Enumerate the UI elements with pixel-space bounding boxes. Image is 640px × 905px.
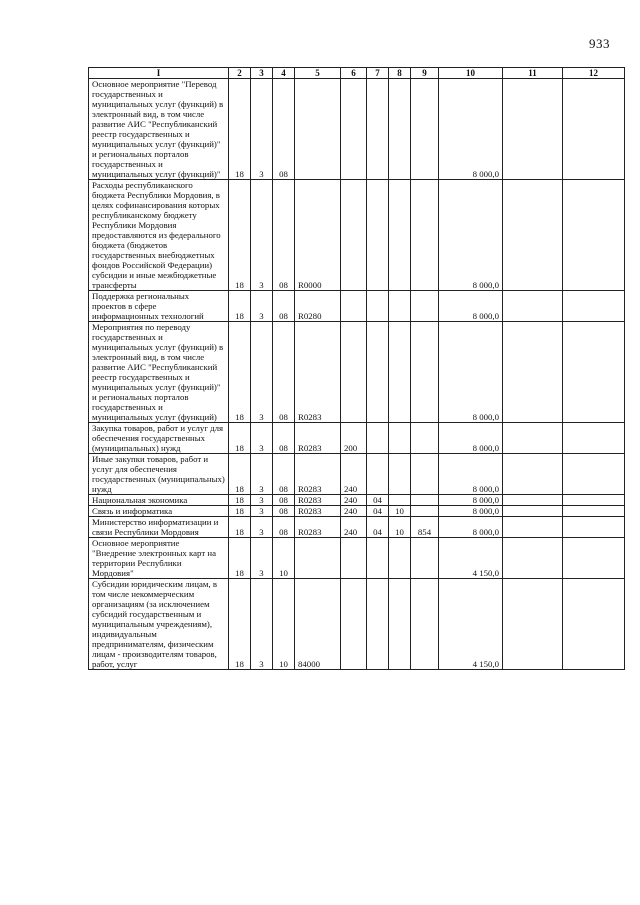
cell-col-11 [503, 454, 563, 495]
cell-col-3: 3 [251, 579, 273, 670]
cell-col-4: 10 [273, 579, 295, 670]
cell-col-2: 18 [229, 579, 251, 670]
table-row [89, 423, 625, 454]
cell-col-6: 240 [341, 495, 367, 506]
cell-col-4: 08 [273, 517, 295, 538]
table-row [89, 517, 625, 538]
cell-col-12 [563, 291, 625, 322]
cell-col-12 [563, 517, 625, 538]
cell-col-6: 240 [341, 454, 367, 495]
cell-col-9 [411, 79, 439, 180]
col-header: 5 [295, 68, 341, 79]
cell-col-2: 18 [229, 180, 251, 291]
cell-col-3: 3 [251, 180, 273, 291]
cell-col-5 [295, 538, 341, 579]
col-header: 10 [439, 68, 503, 79]
cell-col-11 [503, 180, 563, 291]
cell-col-7 [367, 579, 389, 670]
col-header: 3 [251, 68, 273, 79]
col-header: 4 [273, 68, 295, 79]
cell-col-9 [411, 423, 439, 454]
cell-col-3: 3 [251, 495, 273, 506]
cell-col-7 [367, 79, 389, 180]
cell-col-11 [503, 291, 563, 322]
cell-col-3: 3 [251, 423, 273, 454]
col-header: 7 [367, 68, 389, 79]
cell-col-4: 08 [273, 180, 295, 291]
cell-col-9: 854 [411, 517, 439, 538]
cell-col-2: 18 [229, 79, 251, 180]
cell-col-11 [503, 579, 563, 670]
cell-col-2: 18 [229, 517, 251, 538]
cell-col-4: 08 [273, 291, 295, 322]
cell-col-9 [411, 506, 439, 517]
cell-col-6: 240 [341, 506, 367, 517]
cell-col-7 [367, 538, 389, 579]
cell-col-5: R0283 [295, 506, 341, 517]
cell-col-8 [389, 454, 411, 495]
cell-col-8 [389, 423, 411, 454]
cell-col-7: 04 [367, 517, 389, 538]
cell-col-9 [411, 538, 439, 579]
cell-col-12 [563, 423, 625, 454]
cell-col-6: 240 [341, 517, 367, 538]
cell-col-11 [503, 423, 563, 454]
cell-col-7: 04 [367, 495, 389, 506]
cell-name: Расходы республиканского бюджета Республики Мордовия, в целях софинансирования которых республиканскому бюджету Республики Мордовия предоставляются из федерального бюджета (бюджетов государственных внебюджетных фондов Российской Федерации) субсидии и иные межбюджетные трансферты [89, 180, 229, 291]
cell-col-2: 18 [229, 495, 251, 506]
cell-col-4: 08 [273, 322, 295, 423]
col-header: 2 [229, 68, 251, 79]
cell-col-8: 10 [389, 517, 411, 538]
cell-col-12 [563, 495, 625, 506]
col-header: 12 [563, 68, 625, 79]
cell-name: Иные закупки товаров, работ и услуг для обеспечения государственных (муниципальных) нужд [89, 454, 229, 495]
cell-col-10: 4 150,0 [439, 538, 503, 579]
cell-name: Основное мероприятие "Внедрение электронных карт на территории Республики Мордовия" [89, 538, 229, 579]
cell-col-10: 4 150,0 [439, 579, 503, 670]
cell-col-8 [389, 180, 411, 291]
cell-col-2: 18 [229, 423, 251, 454]
col-header: 11 [503, 68, 563, 79]
cell-name: Национальная экономика [89, 495, 229, 506]
cell-col-12 [563, 79, 625, 180]
cell-col-3: 3 [251, 454, 273, 495]
cell-col-2: 18 [229, 506, 251, 517]
cell-col-2: 18 [229, 291, 251, 322]
cell-col-4: 08 [273, 495, 295, 506]
cell-col-9 [411, 495, 439, 506]
cell-col-5: R0283 [295, 322, 341, 423]
col-header: 9 [411, 68, 439, 79]
col-header: I [89, 68, 229, 79]
cell-col-5: R0000 [295, 180, 341, 291]
cell-col-8 [389, 291, 411, 322]
table-row [89, 506, 625, 517]
cell-col-12 [563, 322, 625, 423]
cell-col-11 [503, 495, 563, 506]
cell-col-9 [411, 579, 439, 670]
cell-col-6 [341, 322, 367, 423]
cell-col-10: 8 000,0 [439, 517, 503, 538]
cell-col-2: 18 [229, 322, 251, 423]
cell-col-12 [563, 506, 625, 517]
cell-col-8 [389, 495, 411, 506]
cell-col-7 [367, 291, 389, 322]
cell-col-9 [411, 454, 439, 495]
cell-col-6 [341, 538, 367, 579]
cell-col-5: R0283 [295, 495, 341, 506]
col-header: 6 [341, 68, 367, 79]
cell-col-5: R0283 [295, 454, 341, 495]
cell-col-8 [389, 79, 411, 180]
cell-col-6 [341, 180, 367, 291]
cell-col-8 [389, 579, 411, 670]
table-row [89, 579, 625, 670]
cell-col-8 [389, 322, 411, 423]
cell-col-10: 8 000,0 [439, 79, 503, 180]
col-header: 8 [389, 68, 411, 79]
cell-name: Субсидии юридическим лицам, в том числе некоммерческим организациям (за исключением субсидий государственным и муниципальным учреждениям), индивидуальным предпринимателям, физическим лицам - производителям товаров, работ, услуг [89, 579, 229, 670]
cell-col-10: 8 000,0 [439, 180, 503, 291]
cell-col-4: 08 [273, 454, 295, 495]
budget-table [88, 67, 625, 670]
cell-col-6 [341, 579, 367, 670]
cell-col-2: 18 [229, 454, 251, 495]
cell-col-12 [563, 454, 625, 495]
cell-col-9 [411, 291, 439, 322]
table-row [89, 322, 625, 423]
cell-col-5: R0283 [295, 423, 341, 454]
cell-col-10: 8 000,0 [439, 495, 503, 506]
cell-col-4: 10 [273, 538, 295, 579]
cell-col-3: 3 [251, 291, 273, 322]
table-row [89, 454, 625, 495]
cell-col-7 [367, 180, 389, 291]
cell-col-5: 84000 [295, 579, 341, 670]
cell-col-11 [503, 538, 563, 579]
table-row [89, 79, 625, 180]
table-header-row [89, 68, 625, 79]
cell-col-9 [411, 322, 439, 423]
cell-col-10: 8 000,0 [439, 423, 503, 454]
cell-col-8 [389, 538, 411, 579]
cell-col-3: 3 [251, 79, 273, 180]
cell-col-5: R0280 [295, 291, 341, 322]
cell-col-3: 3 [251, 506, 273, 517]
cell-col-10: 8 000,0 [439, 291, 503, 322]
cell-col-4: 08 [273, 506, 295, 517]
cell-col-10: 8 000,0 [439, 506, 503, 517]
cell-col-5 [295, 79, 341, 180]
cell-col-2: 18 [229, 538, 251, 579]
cell-col-12 [563, 180, 625, 291]
cell-col-11 [503, 506, 563, 517]
cell-name: Связь и информатика [89, 506, 229, 517]
cell-col-7: 04 [367, 506, 389, 517]
cell-col-6: 200 [341, 423, 367, 454]
cell-col-6 [341, 79, 367, 180]
cell-col-3: 3 [251, 517, 273, 538]
cell-col-4: 08 [273, 423, 295, 454]
cell-col-8: 10 [389, 506, 411, 517]
cell-col-5: R0283 [295, 517, 341, 538]
cell-name: Мероприятия по переводу государственных и муниципальных услуг (функций) в электронный вид, в том числе развитие АИС "Республиканский реестр государственных и муниципальных услуг (функций)" и региональных порталов государственных и муниципальных услуг (функций) [89, 322, 229, 423]
table-row [89, 538, 625, 579]
cell-col-12 [563, 579, 625, 670]
cell-col-7 [367, 454, 389, 495]
table-row [89, 495, 625, 506]
cell-col-11 [503, 517, 563, 538]
table-row [89, 291, 625, 322]
cell-col-3: 3 [251, 322, 273, 423]
table-row [89, 180, 625, 291]
cell-col-7 [367, 322, 389, 423]
cell-name: Министерство информатизации и связи Республики Мордовия [89, 517, 229, 538]
cell-col-10: 8 000,0 [439, 322, 503, 423]
cell-col-7 [367, 423, 389, 454]
cell-col-11 [503, 322, 563, 423]
cell-name: Основное мероприятие "Перевод государственных и муниципальных услуг (функций) в электронный вид, в том числе развитие АИС "Республиканский реестр государственных и муниципальных услуг (функций)" и региональных порталов государственных и муниципальных услуг (функций)" [89, 79, 229, 180]
cell-col-11 [503, 79, 563, 180]
cell-col-9 [411, 180, 439, 291]
cell-col-4: 08 [273, 79, 295, 180]
cell-name: Закупка товаров, работ и услуг для обеспечения государственных (муниципальных) нужд [89, 423, 229, 454]
page-number: 933 [589, 36, 610, 51]
cell-col-12 [563, 538, 625, 579]
cell-col-3: 3 [251, 538, 273, 579]
cell-col-10: 8 000,0 [439, 454, 503, 495]
cell-col-6 [341, 291, 367, 322]
cell-name: Поддержка региональных проектов в сфере информационных технологий [89, 291, 229, 322]
